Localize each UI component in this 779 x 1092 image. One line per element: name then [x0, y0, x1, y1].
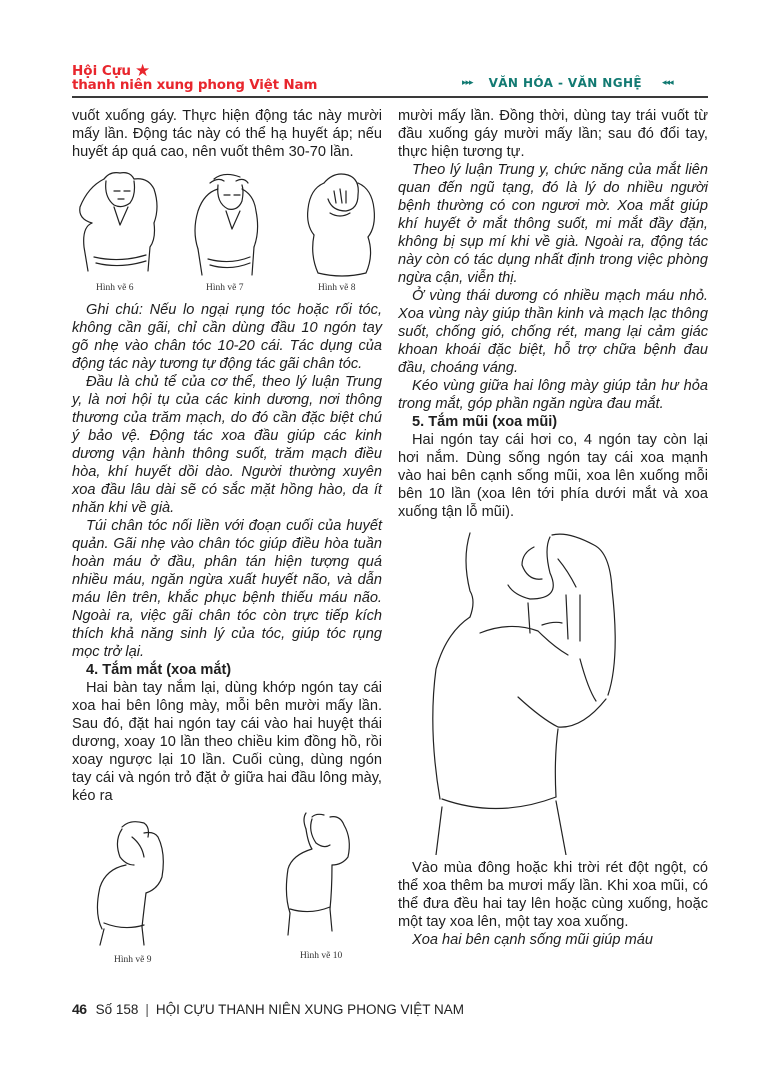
paragraph: Vào mùa đông hoặc khi trời rét đột ngột, có thể xoa thêm ba mươi mấy lần. Khi xoa mũi, có thể đưa đều hai tay lên hoặc cùng xuống, hoặc một tay xoa lên, một tay xoa xuống. — [398, 860, 708, 930]
paragraph: Ở vùng thái dương có nhiều mạch máu nhỏ. Xoa vùng này giúp thần kinh và mạch lạc thông suốt, chống gió, chống rét, mang lại cảm giác khoan khoái đặc biệt, hỗ trợ chữa bệnh đau đầu, choáng váng. — [398, 288, 708, 376]
section-header — [462, 76, 708, 90]
page-footer — [72, 1001, 464, 1017]
arrows-right-icon: ▸▸▸ — [462, 78, 473, 88]
figure-10-caption: Hình vẽ 10 — [300, 951, 343, 961]
paragraph: Kéo vùng giữa hai lông mày giúp tản hư hỏa trong mắt, góp phần ngăn ngừa đau mắt. — [398, 378, 708, 412]
red-star-icon: ★ — [135, 61, 151, 81]
section-heading-4: 4. Tắm mắt (xoa mắt) — [86, 662, 232, 678]
paragraph: Hai bàn tay nắm lại, dùng khớp ngón tay cái xoa hai bên lông mày, mỗi bên mười mấy lần. Sau đó, đặt hai ngón tay cái vào hai huyệt thái dương, xoay 10 lần theo chiều kim đồng hồ, rồi xoay ngược lại 10 lần. Cuối cùng, dùng ngón tay cái và ngón trỏ đặt ở giữa hai đầu lông mày, kéo ra — [72, 680, 382, 804]
figure-6-illustration — [74, 167, 164, 279]
header-rule — [72, 96, 708, 98]
page-number: 46 — [72, 1001, 87, 1017]
paragraph: Theo lý luận Trung y, chức năng của mắt liên quan đến ngũ tạng, đó là lý do nhiều người bệnh thường có con ngươi mờ. Xoa mắt giúp khí huyết ở mắt thông suốt, mi mắt đầy đặn, không bị sụp mí khi về già. Ngoài ra, động tác này còn có tác dụng nhất định trong việc phòng ngừa cận, viễn thị. — [398, 162, 708, 286]
issue-number: Số 158 — [95, 1001, 139, 1017]
paragraph: Túi chân tóc nối liền với đoạn cuối của huyết quản. Gãi nhẹ vào chân tóc giúp điều hòa tuần hoàn máu ở đầu, phân tán hiện tượng quá nhiều máu, ngăn ngừa xuất huyết não, và dẫn máu lên trên, khắc phục bệnh thiếu máu não. Ngoài ra, việc gãi chân tóc còn trực tiếp kích thích khả năng sinh lý của tóc, giúp tóc rụng mọc trở lại. — [72, 518, 382, 660]
figure-row-6-8 — [72, 161, 382, 301]
paragraph-note: Ghi chú: Nếu lo ngại rụng tóc hoặc rối tóc, không cần gãi, chỉ cần dùng đầu 10 ngón tay gõ nhẹ vào chân tóc 10-20 cái. Tác dụng của động tác này tương tự động tác gãi chân tóc. — [72, 302, 382, 372]
logo-line-1 — [72, 61, 317, 81]
figure-8-caption: Hình vẽ 8 — [318, 283, 356, 293]
section-heading-5: 5. Tắm mũi (xoa mũi) — [412, 414, 558, 430]
paragraph: mười mấy lần. Đồng thời, dùng tay trái vuốt từ đầu xuống gáy mười mấy lần; sau đó đổi tay, thực hiện tương tự. — [398, 108, 708, 160]
figure-8-illustration — [300, 169, 384, 281]
left-column — [72, 107, 382, 965]
paragraph: Xoa hai bên cạnh sống mũi giúp máu — [412, 932, 653, 948]
figure-7-caption: Hình vẽ 7 — [206, 283, 244, 293]
right-column — [398, 107, 708, 949]
nose-massage-illustration — [418, 529, 638, 855]
masthead-logo — [72, 61, 318, 93]
figure-7-illustration — [184, 171, 274, 279]
figure-row-9-10 — [72, 805, 382, 965]
figure-9-caption: Hình vẽ 9 — [114, 955, 152, 965]
footer-separator: | — [145, 1001, 149, 1017]
section-title: VĂN HÓA - VĂN NGHỆ — [488, 76, 643, 90]
figure-nose-massage — [398, 521, 708, 859]
paragraph: Đầu là chủ tể của cơ thể, theo lý luận Trung y, là nơi hội tụ của các kinh dương, nơi thông thương của trăm mạch, do đó cần đặc biệt chú ý bảo vệ. Động tác xoa đầu giúp các kinh dương vận hành thông suốt, trăm mạch điều hòa, khí huyết dồi dào. Người thường xuyên xoa đầu lâu dài sẽ có sắc mặt hồng hào, da ít nhăn khi về già. — [72, 374, 382, 516]
arrows-left-icon: ◂◂◂ — [662, 78, 673, 88]
logo-text-1: Hội Cựu — [72, 63, 132, 79]
publication-name: HỘI CỰU THANH NIÊN XUNG PHONG VIỆT NAM — [155, 1001, 464, 1017]
paragraph: Hai ngón tay cái hơi co, 4 ngón tay còn lại hơi nắm. Dùng sống ngón tay cái xoa mạnh vào hai bên cạnh sống mũi, xoa lên xuống mỗi bên 10 lần (xoa lên tới phía dưới mắt và xoa xuống tận lỗ mũi). — [398, 432, 708, 520]
figure-9-illustration — [86, 817, 176, 947]
logo-line-2: thanh niên xung phong Việt Nam — [72, 77, 318, 93]
figure-10-illustration — [272, 809, 362, 937]
figure-6-caption: Hình vẽ 6 — [96, 283, 134, 293]
paragraph: vuốt xuống gáy. Thực hiện động tác này mười mấy lần. Động tác này có thể hạ huyết áp; nếu huyết áp quá cao, nên vuốt thêm 30-70 lần. — [72, 108, 382, 160]
